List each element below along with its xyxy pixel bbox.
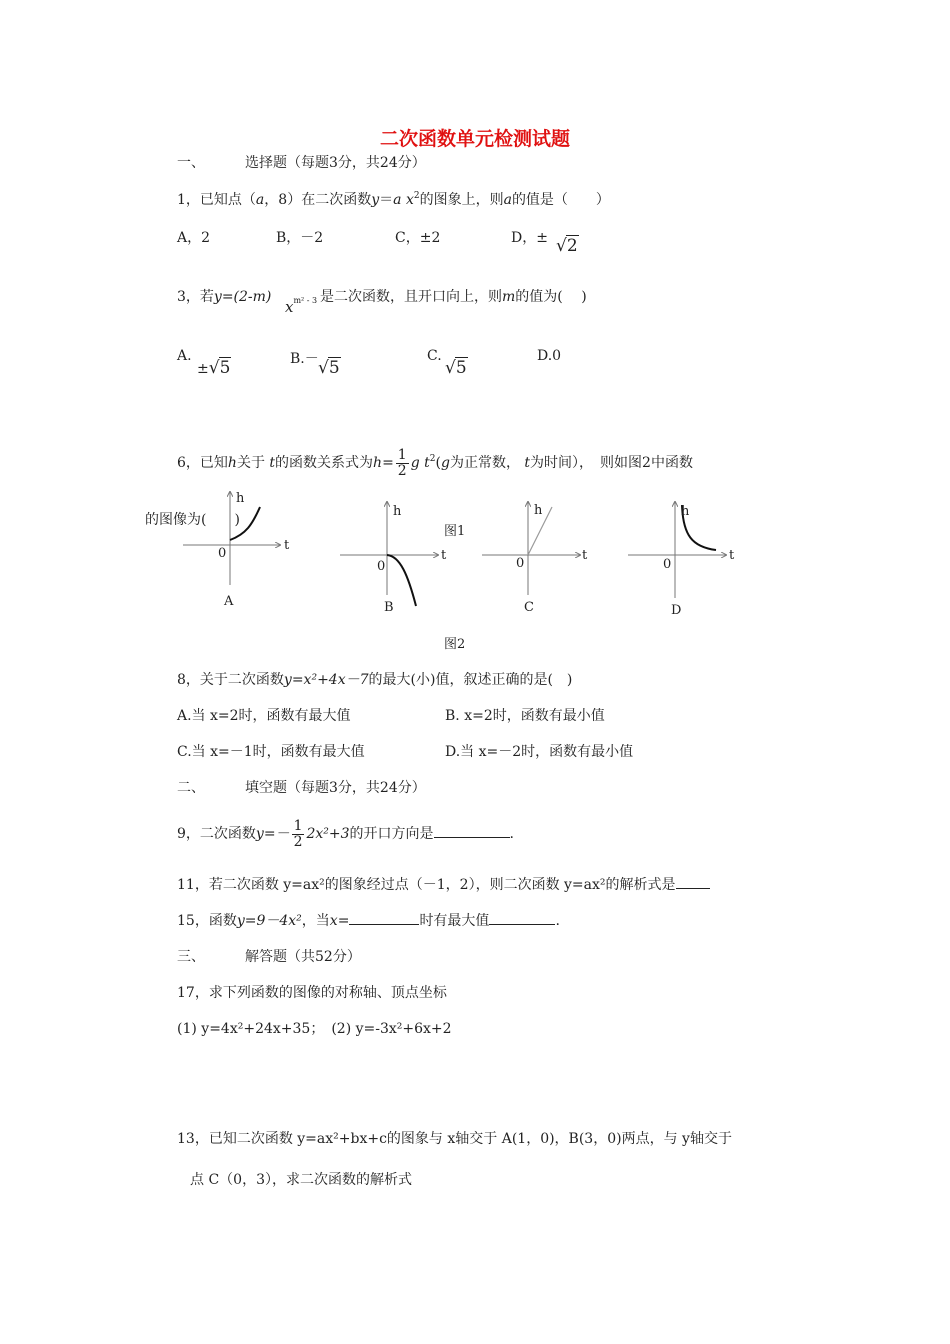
figure-1-caption: 图1: [444, 524, 466, 539]
q1-option-c: C，±2: [395, 230, 441, 246]
question-8: 8，关于二次函数y=x²+4x－7的最大(小)值，叙述正确的是( ): [177, 672, 573, 688]
question-3-start: 3，若y=(2-m): [177, 289, 272, 305]
graph-a-curve: [230, 507, 260, 540]
q3-option-c: C.: [427, 348, 442, 364]
q9-answer-blank: [434, 823, 510, 838]
graph-a-origin: 0: [218, 546, 227, 561]
graph-d-h-label: h: [681, 504, 690, 519]
question-9: 9，二次函数y=－ $\frac{1}{2}$ 2x²+3的开口方向是 .: [177, 817, 514, 850]
graph-d-label: D: [671, 603, 682, 618]
graph-a: [183, 491, 290, 609]
q8-option-b: B. x=2时，函数有最小值: [445, 708, 605, 724]
graph-a-h-label: h: [236, 491, 245, 506]
q15-x-blank: [349, 910, 419, 925]
graph-c-origin: 0: [516, 556, 525, 571]
graph-c-h-label: h: [534, 503, 543, 518]
q3-option-b: B.－: [290, 351, 319, 367]
function-graphs-figure: [0, 480, 950, 670]
section-2-number: 二、: [177, 780, 205, 796]
graph-b-curve: [387, 555, 416, 606]
section-3-heading: 解答题（共52分）: [245, 949, 361, 965]
graph-d-t-label: t: [729, 548, 735, 563]
graph-c-label: C: [524, 600, 534, 615]
graph-b: [340, 502, 447, 615]
graph-b-label: B: [384, 600, 394, 615]
q1-option-b: B，－2: [276, 230, 324, 246]
figure-2-caption: 图2: [444, 637, 466, 652]
q3-option-d: D.0: [537, 348, 562, 364]
question-17: 17，求下列函数的图像的对称轴、顶点坐标: [177, 985, 447, 1001]
question-15: 15，函数y=9－4x²，当x= 时有最大值 .: [177, 910, 560, 930]
graph-a-t-label: t: [284, 538, 290, 553]
question-3-power: $x^{m^2 - 3}$: [285, 296, 318, 316]
graph-d-origin: 0: [663, 557, 672, 572]
graph-b-h-label: h: [393, 504, 402, 519]
section-2-heading: 填空题（每题3分，共24分）: [245, 780, 426, 796]
question-6-line-2: 的图像为( ): [145, 512, 240, 528]
q3-option-b-value: √5: [318, 358, 340, 378]
section-1-heading: 选择题（每题3分，共24分）: [245, 155, 426, 171]
q8-option-a: A.当 x=2时，函数有最大值: [177, 708, 351, 724]
question-6: 6，已知h关于 t的函数关系式为h= $\frac{1}{2}$ g $t^2(g$为正常数， t为时间）， 则如图2中函数: [177, 446, 693, 479]
question-1: 1，已知点（a，8）在二次函数y＝a $x^2$的图象上，则a的值是（ ）: [177, 191, 610, 208]
question-13-line-1: 13，已知二次函数 y=ax²+bx+c的图象与 x轴交于 A(1，0)，B(3，0)两点，与 y轴交于: [177, 1131, 732, 1147]
q3-option-a: A.: [177, 348, 192, 364]
graph-b-t-label: t: [441, 548, 447, 563]
section-3-number: 三、: [177, 949, 205, 965]
section-1-number: 一、: [177, 155, 205, 171]
graph-c-t-label: t: [582, 548, 588, 563]
q3-option-a-value: ±√5: [197, 358, 231, 378]
graph-c: [482, 502, 588, 615]
q3-option-c-value: √5: [445, 358, 467, 378]
question-17-parts: (1) y=4x²+24x+35； (2) y=-3x²+6x+2: [177, 1021, 452, 1037]
page-title: 二次函数单元检测试题: [379, 128, 570, 150]
question-3-end: 是二次函数，且开口向上，则m的值为( ): [320, 289, 587, 305]
question-13-line-2: 点 C（0，3），求二次函数的解析式: [190, 1172, 412, 1188]
q1-option-d: D，±: [511, 230, 548, 246]
graph-a-label: A: [224, 594, 234, 609]
q11-answer-blank: [676, 874, 710, 889]
q8-option-d: D.当 x=－2时，函数有最小值: [445, 744, 634, 760]
q1-option-d-sqrt: √2: [556, 236, 578, 256]
graph-d: [628, 502, 735, 618]
q8-option-c: C.当 x=－1时，函数有最大值: [177, 744, 365, 760]
q1-option-a: A，2: [177, 230, 211, 246]
q15-max-blank: [489, 910, 555, 925]
graph-b-origin: 0: [377, 559, 386, 574]
question-11: 11，若二次函数 y=ax²的图象经过点（－1，2），则二次函数 y=ax²的解析式是: [177, 874, 710, 894]
